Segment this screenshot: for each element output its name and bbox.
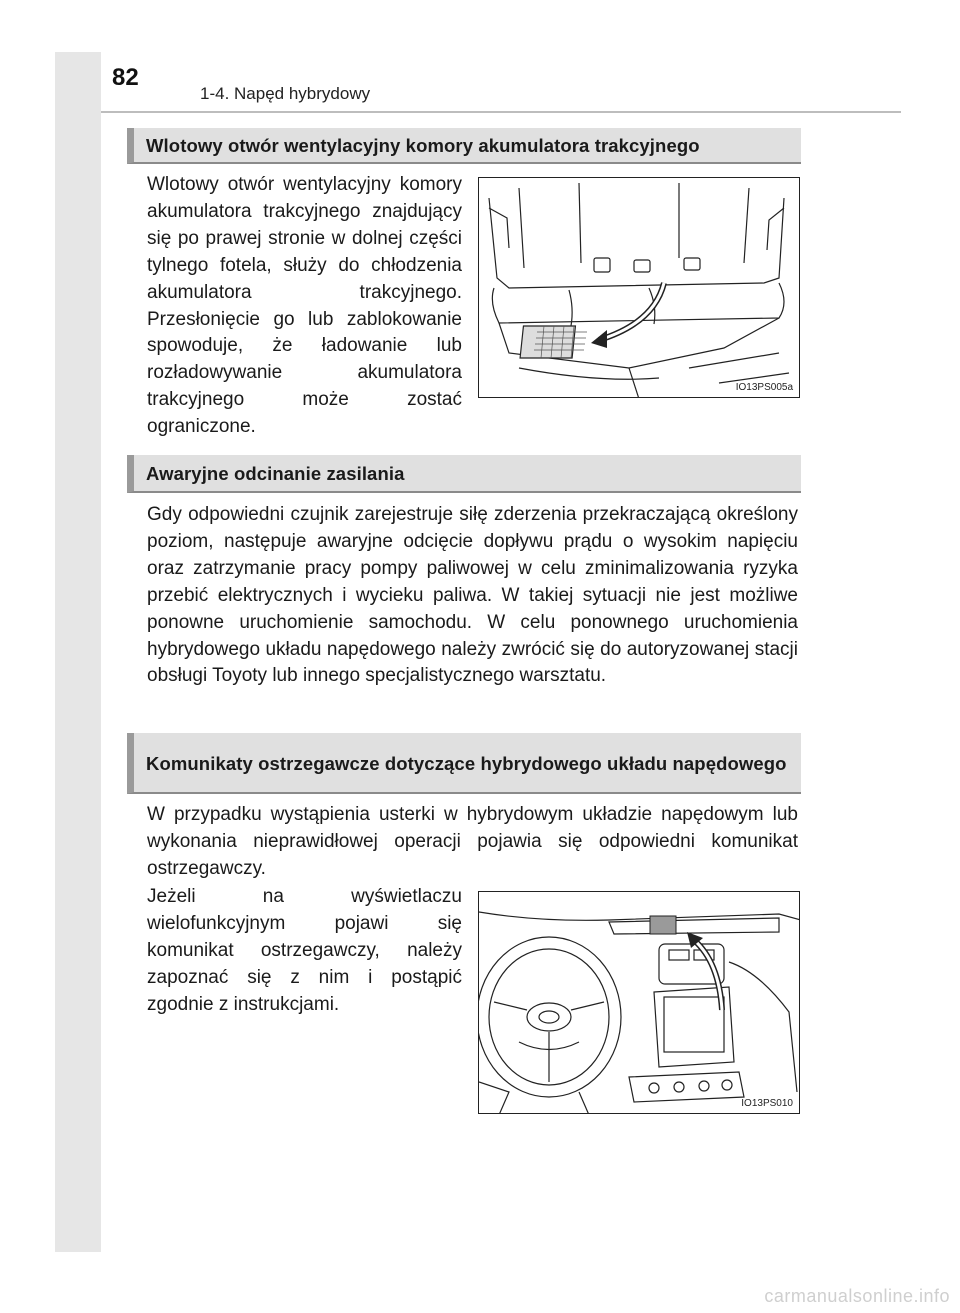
heading-text: Wlotowy otwór wentylacyjny komory akumulatora trakcyjnego [146,134,700,156]
page-side-tab [55,52,101,1252]
multi-info-display-icon [650,916,676,934]
vent-grille-icon [520,326,587,358]
heading-emergency-cutoff [127,455,801,493]
figure-code: IO13PS005a [735,382,793,393]
watermark: carmanualsonline.info [764,1286,950,1306]
paragraph-warning-display: Jeżeli na wyświetlaczu wielofunkcyjnym pojawi się komunikat ostrzegawczy, należy zapoznać się z nim i postąpić zgodnie z instrukcjami. [147,886,462,1015]
paragraph-ventilation: Wlotowy otwór wentylacyjny komory akumulatora trakcyjnego znajdujący się po prawej stronie w dolnej części tylnego fotela, służy do chłodzenia akumulatora trakcyjnego. Przesłonięcie go lub zablokowanie spowoduje, że ładowanie lub rozładowywanie akumulatora trakcyjnego może zostać ograniczone. [147,174,462,438]
dashboard-drawing [479,892,800,1114]
header-divider [101,111,901,113]
figure-code: IO13PS010 [741,1098,793,1109]
paragraph-warning-intro: W przypadku wystąpienia usterki w hybrydowym układzie napędowym lub wykonania nieprawidłowej operacji pojawia się odpowiedni komunikat ostrzegawczy. [147,804,798,879]
running-header: 1-4. Napęd hybrydowy [200,84,371,103]
rear-seat-drawing [479,178,800,398]
rear-seat-vent-illustration [478,177,800,398]
heading-text: Komunikaty ostrzegawcze dotyczące hybrydowego układu napędowego [146,753,787,774]
heading-ventilation-intake [127,128,801,164]
page-number: 82 [112,64,139,91]
paragraph-emergency-cutoff: Gdy odpowiedni czujnik zarejestruje siłę zderzenia przekraczającą określony poziom, następuje awaryjne odcięcie dopływu prądu o wysokim napięciu oraz zatrzymanie pracy pompy paliwowej w celu zminimalizowania ryzyka przebić elektrycznych i wycieku paliwa. W takiej sytuacji nie jest możliwe ponowne uruchomienie samochodu. W celu ponownego uruchomienia hybrydowego układu napędowego należy zwrócić się do autoryzowanej stacji obsługi Toyoty lub innego specjalistycznego warsztatu. [147,504,798,687]
dashboard-display-illustration [478,891,800,1114]
heading-warning-messages [127,733,801,794]
heading-text: Awaryjne odcinanie zasilania [146,462,405,484]
